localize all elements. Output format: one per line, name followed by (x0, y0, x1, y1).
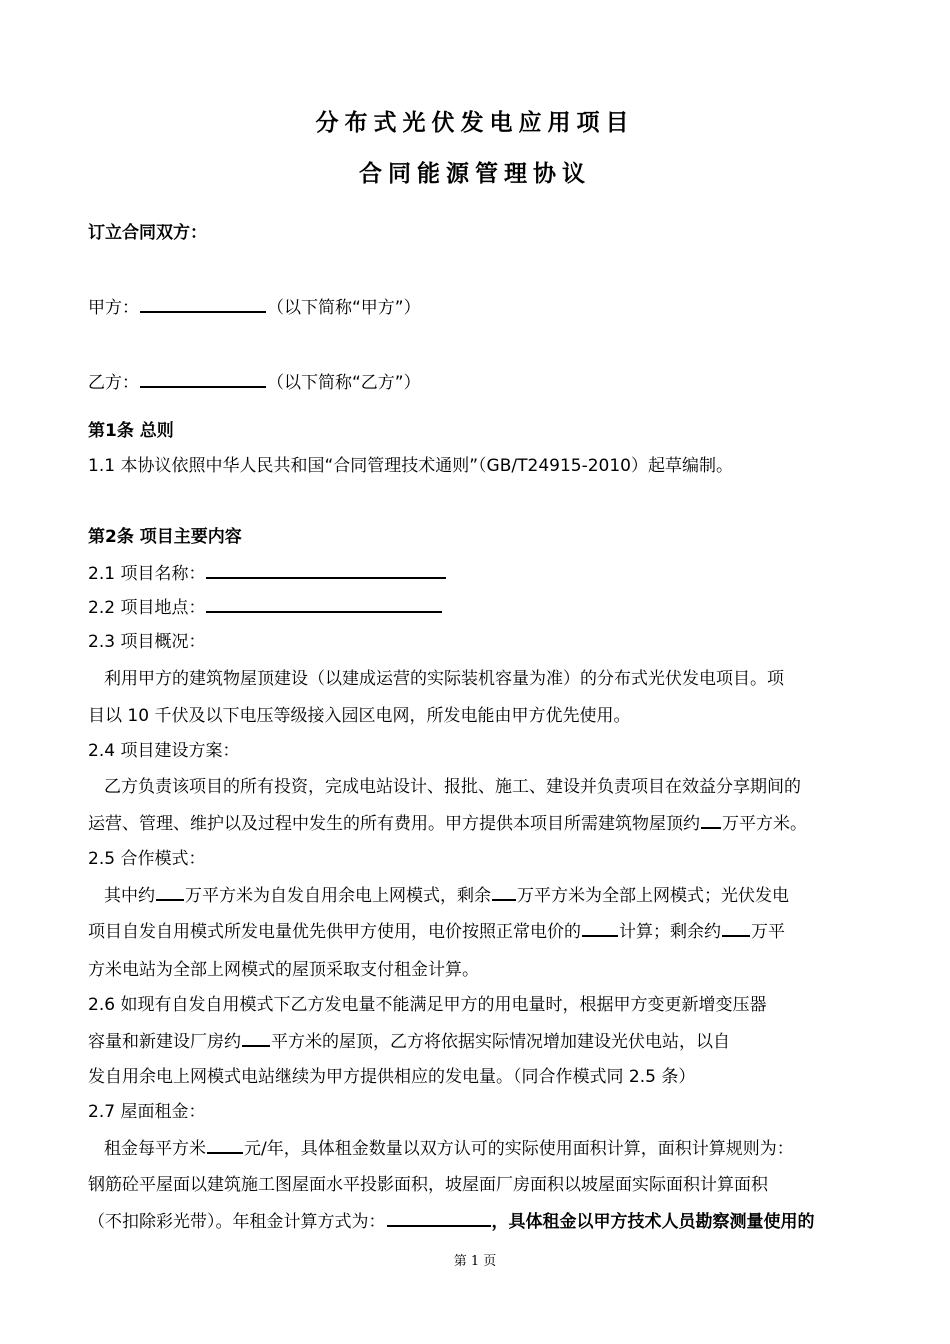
article2-heading: 第2条 项目主要内容 (88, 527, 242, 547)
clause-2-5-line2-text-b: 计算；剩余约 (619, 922, 721, 942)
clause-2-5-line2-text-c: 万平 (751, 922, 785, 942)
clause-2-6-line2-text-b: 平方米的屋顶，乙方将依据实际情况增加建设光伏电站，以自 (271, 1032, 730, 1052)
clause-2-5-line1-text-b: 万平方米为自发自用余电上网模式，剩余 (185, 886, 491, 906)
remaining-area-blank (722, 919, 750, 937)
clause-2-6-line2-text-a: 容量和新建设厂房约 (88, 1032, 241, 1052)
project-name-blank (206, 561, 446, 579)
clause-2-7-line3-text-b: ，具体租金以甲方技术人员勘察测量使用的 (491, 1212, 815, 1232)
clause-2-6-line3: 发自用余电上网模式电站继续为甲方提供相应的发电量。（同合作模式同 2.5 条） (88, 1067, 696, 1087)
party-a-label: 甲方： (88, 298, 139, 318)
clause-2-5-line2 (88, 919, 878, 944)
party-b-line (88, 370, 878, 395)
document-title-line2: 合同能源管理协议 (359, 161, 591, 187)
parties-heading: 订立合同双方： (88, 223, 207, 243)
self-use-area-blank (156, 883, 184, 901)
new-factory-area-blank (242, 1029, 270, 1047)
clause-1-1: 1.1 本协议依照中华人民共和国“合同管理技术通则”（GB/T24915-2010）起草编制。 (88, 456, 733, 476)
clause-2-7-line1-text-a: 租金每平方米 (104, 1139, 206, 1159)
clause-2-5-line1 (104, 883, 878, 908)
clause-2-5-line3: 方米电站为全部上网模式的屋顶采取支付租金计算。 (88, 960, 479, 980)
clause-2-3-line2: 目以 10 千伏及以下电压等级接入园区电网，所发电能由甲方优先使用。 (88, 706, 631, 726)
clause-2-7-line3 (88, 1209, 878, 1234)
rent-price-blank (207, 1136, 243, 1154)
clause-2-5-line1-text-a: 其中约 (104, 886, 155, 906)
clause-2-7-line1 (104, 1136, 878, 1161)
project-location-blank (206, 595, 442, 613)
clause-2-1-label: 2.1 项目名称： (88, 564, 206, 584)
party-a-blank (140, 295, 266, 313)
clause-2-5: 2.5 合作模式： (88, 849, 206, 869)
page-number: 第 1 页 (453, 1254, 497, 1269)
grid-area-blank (492, 883, 516, 901)
clause-2-4-line2-text-a: 运营、管理、维护以及过程中发生的所有费用。甲方提供本项目所需建筑物屋顶约 (88, 814, 700, 834)
clause-2-7-line1-text-b: 元/年，具体租金数量以双方认可的实际使用面积计算，面积计算规则为： (244, 1139, 794, 1159)
clause-2-4-line1: 乙方负责该项目的所有投资，完成电站设计、报批、施工、建设并负责项目在效益分享期间的 (104, 777, 801, 797)
clause-2-2 (88, 595, 878, 620)
clause-2-4-line2-text-b: 万平方米。 (722, 814, 807, 834)
clause-2-3: 2.3 项目概况： (88, 632, 206, 652)
clause-2-5-line1-text-c: 万平方米为全部上网模式；光伏发电 (517, 886, 789, 906)
party-b-blank (140, 370, 266, 388)
clause-2-2-label: 2.2 项目地点： (88, 598, 206, 618)
clause-2-7-line2: 钢筋砼平屋面以建筑施工图屋面水平投影面积，坡屋面厂房面积以坡屋面实际面积计算面积 (88, 1175, 768, 1195)
party-a-line (88, 295, 878, 320)
party-b-label: 乙方： (88, 373, 139, 393)
clause-2-4: 2.4 项目建设方案： (88, 741, 240, 761)
article1-heading: 第1条 总则 (88, 421, 174, 441)
clause-2-5-line2-text-a: 项目自发自用模式所发电量优先供甲方使用，电价按照正常电价的 (88, 922, 581, 942)
party-b-suffix: （以下简称“乙方”） (267, 373, 421, 393)
clause-2-7-line3-text-a: （不扣除彩光带）。年租金计算方式为： (88, 1212, 386, 1232)
clause-2-7: 2.7 屋面租金： (88, 1102, 206, 1122)
clause-2-3-line1: 利用甲方的建筑物屋顶建设（以建成运营的实际装机容量为准）的分布式光伏发电项目。项 (104, 669, 784, 689)
party-a-suffix: （以下简称“甲方”） (267, 298, 421, 318)
clause-2-1 (88, 561, 878, 586)
document-title-line1: 分布式光伏发电应用项目 (315, 110, 635, 136)
clause-2-6-line2 (88, 1029, 878, 1054)
price-ratio-blank (582, 919, 618, 937)
clause-2-6-line1: 2.6 如现有自发自用模式下乙方发电量不能满足甲方的用电量时，根据甲方变更新增变压器 (88, 995, 767, 1015)
rent-formula-blank (387, 1209, 491, 1227)
roof-area-blank (701, 811, 721, 829)
clause-2-4-line2 (88, 811, 878, 836)
